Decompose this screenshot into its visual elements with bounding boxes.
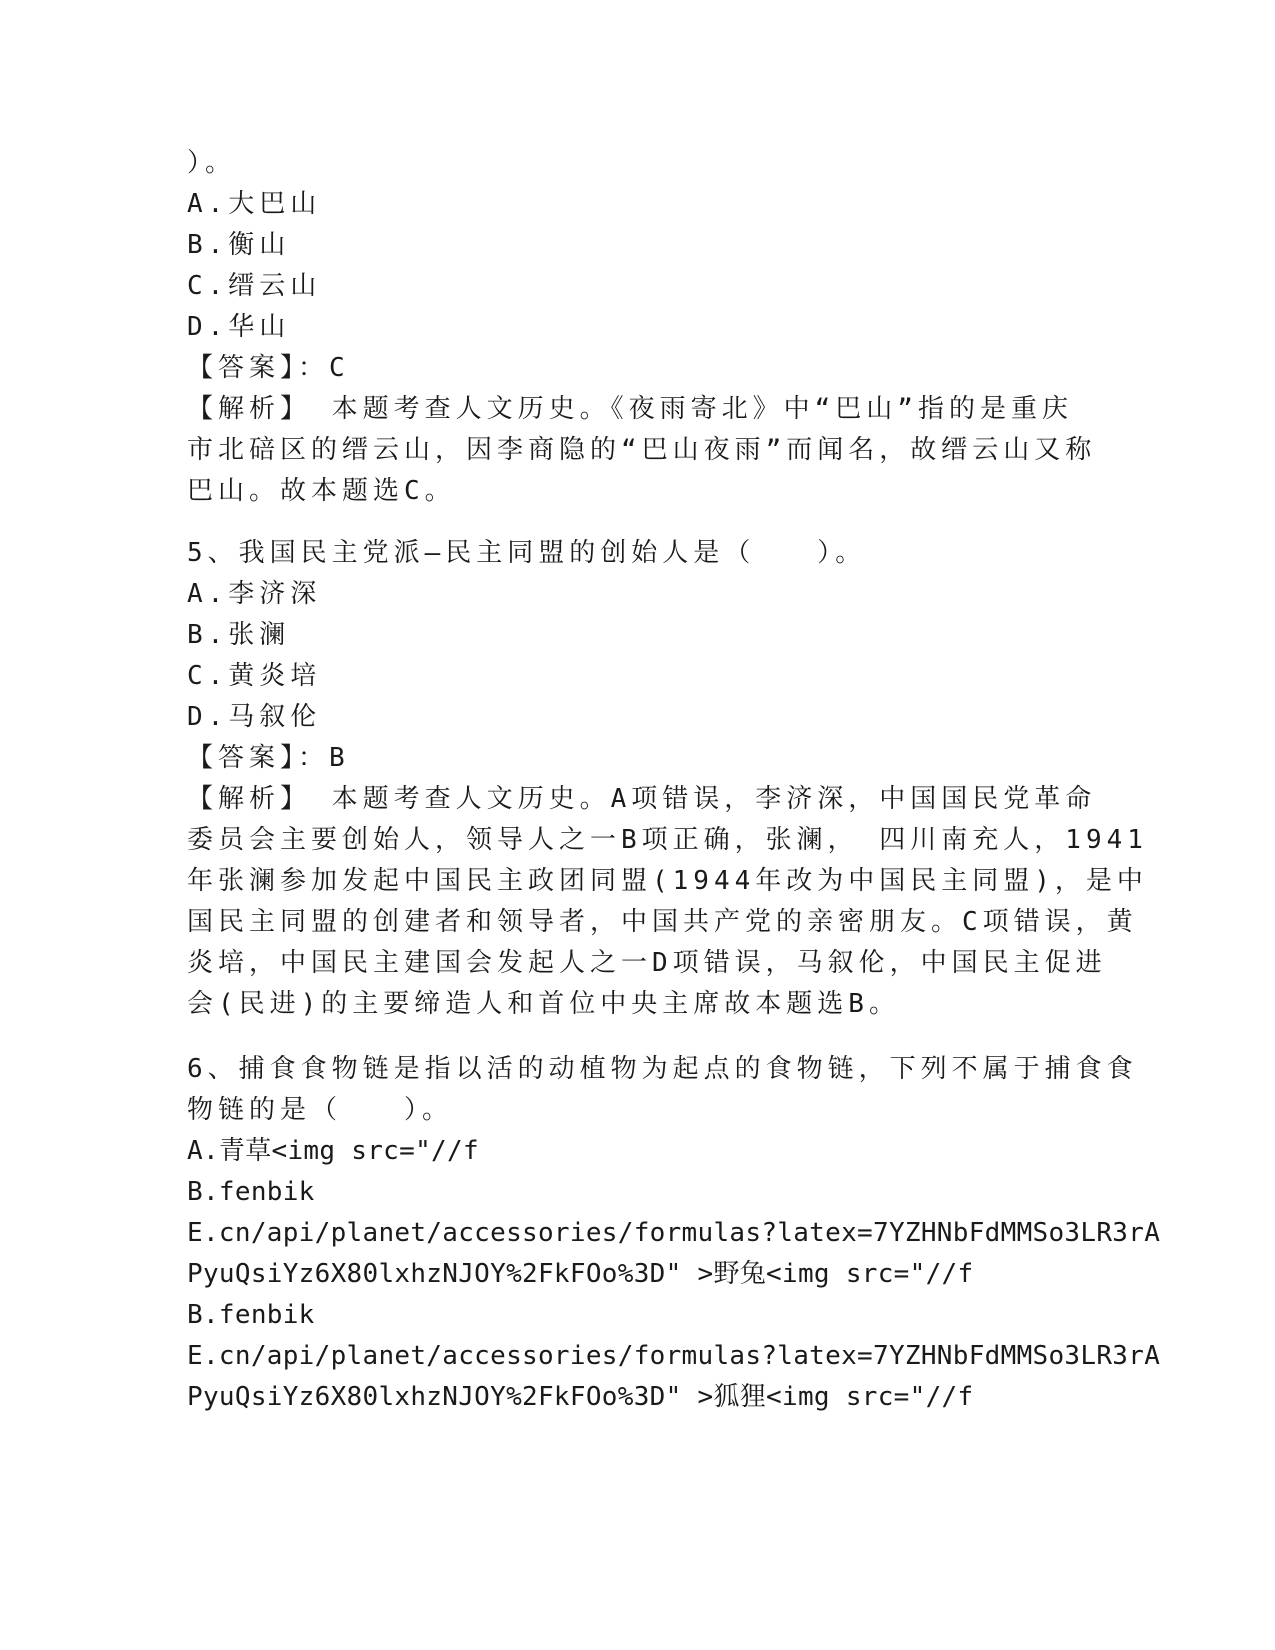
question6-stem-line: 6、捕食食物链是指以活的动植物为起点的食物链，下列不属于捕食食 — [187, 1054, 1138, 1084]
question4-option-a: A.大巴山 — [187, 189, 322, 219]
question4-stem-end: ）。 — [187, 148, 237, 178]
question6-stem-line: 物链的是（ ）。 — [187, 1095, 454, 1125]
question5-option-b: B.张澜 — [187, 620, 291, 650]
question5-analysis-line: 年张澜参加发起中国民主政团同盟(1944年改为中国民主同盟)，是中 — [187, 866, 1148, 896]
question4-option-d: D.华山 — [187, 312, 291, 342]
question6-option-line: A.青草<img src="//f — [187, 1136, 479, 1166]
question6-option-line: B.fenbik — [187, 1177, 315, 1207]
question4-answer: 【答案】：C — [187, 353, 350, 383]
question5-analysis-line: 会(民进)的主要缔造人和首位中央主席故本题选B。 — [187, 989, 900, 1019]
question6-option-line: PyuQsiYz6X80lxhzNJOY%2FkFOo%3D" >狐狸<img src="//f — [187, 1382, 974, 1412]
question5-option-c: C.黄炎培 — [187, 661, 322, 691]
question5-option-a: A.李济深 — [187, 579, 322, 609]
question5-option-d: D.马叙伦 — [187, 702, 322, 732]
question5-analysis-line: 国民主同盟的创建者和领导者，中国共产党的亲密朋友。C项错误，黄 — [187, 907, 1138, 937]
question6-option-line: E.cn/api/planet/accessories/formulas?latex=7YZHNbFdMMSo3LR3rA — [187, 1341, 1161, 1371]
question4-analysis-line: 市北碚区的缙云山，因李商隐的“巴山夜雨”而闻名，故缙云山又称 — [187, 435, 1097, 465]
question4-analysis-line: 【解析】 本题考查人文历史。《夜雨寄北》中“巴山”指的是重庆 — [187, 394, 1073, 424]
question6-option-line: B.fenbik — [187, 1300, 315, 1330]
question4-analysis-line: 巴山。故本题选C。 — [187, 476, 456, 506]
question6-option-line: E.cn/api/planet/accessories/formulas?latex=7YZHNbFdMMSo3LR3rA — [187, 1218, 1161, 1248]
question5-analysis-line: 委员会主要创始人，领导人之一B项正确，张澜， 四川南充人，1941 — [187, 825, 1148, 855]
question6-option-line: PyuQsiYz6X80lxhzNJOY%2FkFOo%3D" >野兔<img src="//f — [187, 1259, 974, 1289]
question5-analysis-line: 炎培，中国民主建国会发起人之一D项错误，马叙伦，中国民主促进 — [187, 948, 1107, 978]
question5-analysis-line: 【解析】 本题考查人文历史。A项错误，李济深，中国国民党革命 — [187, 784, 1097, 814]
question4-option-b: B.衡山 — [187, 230, 291, 260]
question5-stem: 5、我国民主党派—民主同盟的创始人是（ ）。 — [187, 538, 867, 568]
question5-answer: 【答案】：B — [187, 743, 350, 773]
question4-option-c: C.缙云山 — [187, 271, 322, 301]
